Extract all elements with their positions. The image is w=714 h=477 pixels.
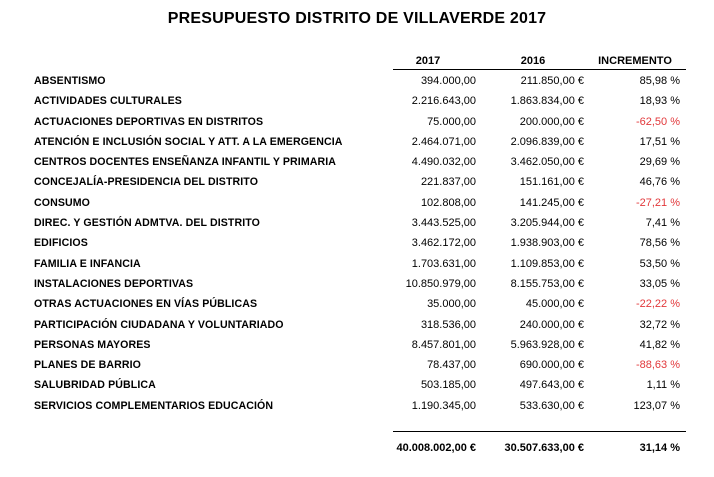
header-divider [393, 69, 686, 70]
row-category-name: CENTROS DOCENTES ENSEÑANZA INFANTIL Y PRIMARIA [34, 156, 337, 169]
row-increment: 41,82 % [639, 338, 680, 351]
row-value-2016: 3.205.944,00 € [510, 217, 584, 230]
row-value-2016: 1.938.903,00 € [510, 237, 584, 250]
table-row [0, 255, 714, 275]
row-value-2017: 78.437,00 [427, 359, 476, 372]
row-category-name: SERVICIOS COMPLEMENTARIOS EDUCACIÓN [34, 399, 274, 412]
table-row [0, 194, 714, 214]
total-2017: 40.008.002,00 € [396, 442, 476, 454]
row-value-2017: 3.462.172,00 [411, 237, 476, 250]
row-increment: -22,22 % [635, 298, 680, 311]
column-header-2016: 2016 [520, 55, 546, 67]
row-value-2016: 1.863.834,00 € [510, 95, 584, 108]
row-increment: 46,76 % [639, 176, 680, 189]
table-row [0, 72, 714, 92]
row-increment: 85,98 % [639, 75, 680, 87]
row-value-2016: 1.109.853,00 € [510, 257, 584, 270]
row-increment: 78,56 % [639, 237, 680, 250]
row-value-2017: 10.850.979,00 [405, 277, 476, 290]
table-row [0, 316, 714, 336]
row-category-name: CONSUMO [34, 196, 91, 209]
row-value-2016: 200.000,00 € [519, 115, 584, 128]
row-increment: 29,69 % [639, 156, 680, 169]
row-value-2016: 211.850,00 € [520, 75, 584, 87]
row-category-name: ACTUACIONES DEPORTIVAS EN DISTRITOS [34, 115, 264, 128]
table-row [0, 133, 714, 153]
total-increment: 31,14 % [639, 442, 680, 454]
row-category-name: DIREC. Y GESTIÓN ADMTVA. DEL DISTRITO [34, 217, 260, 230]
row-category-name: CONCEJALÍA-PRESIDENCIA DEL DISTRITO [34, 176, 259, 189]
row-category-name: OTRAS ACTUACIONES EN VÍAS PÚBLICAS [34, 298, 258, 311]
row-value-2017: 35.000,00 [427, 298, 476, 311]
row-increment: 17,51 % [639, 135, 680, 148]
row-increment: 32,72 % [639, 318, 680, 331]
row-category-name: EDIFICIOS [34, 237, 88, 250]
table-row [0, 92, 714, 112]
table-row [0, 113, 714, 133]
row-value-2017: 221.837,00 [420, 176, 476, 189]
row-value-2017: 1.703.631,00 [411, 257, 476, 270]
row-value-2017: 1.190.345,00 [411, 399, 476, 412]
table-row [0, 234, 714, 254]
row-value-2016: 690.000,00 € [519, 359, 584, 372]
row-increment: 53,50 % [639, 257, 680, 270]
column-header-2017: 2017 [415, 55, 441, 67]
table-row [0, 336, 714, 356]
table-row [0, 397, 714, 417]
table-row [0, 275, 714, 295]
budget-table-body [0, 72, 714, 417]
row-category-name: FAMILIA E INFANCIA [34, 257, 141, 270]
row-category-name: INSTALACIONES DEPORTIVAS [34, 277, 194, 290]
row-value-2017: 394.000,00 [420, 75, 476, 87]
table-row [0, 295, 714, 315]
row-category-name: ABSENTISMO [34, 75, 106, 87]
row-value-2017: 2.216.643,00 [411, 95, 476, 108]
row-value-2016: 5.963.928,00 € [510, 338, 584, 351]
row-increment: 33,05 % [639, 277, 680, 290]
row-value-2016: 2.096.839,00 € [510, 135, 584, 148]
table-row [0, 173, 714, 193]
row-value-2017: 318.536,00 [420, 318, 476, 331]
row-value-2017: 2.464.071,00 [411, 135, 476, 148]
row-value-2017: 503.185,00 [420, 379, 476, 392]
table-row [0, 376, 714, 396]
row-value-2016: 240.000,00 € [519, 318, 584, 331]
table-row [0, 214, 714, 234]
row-value-2016: 3.462.050,00 € [510, 156, 584, 169]
row-value-2017: 75.000,00 [427, 115, 476, 128]
row-value-2016: 533.630,00 € [519, 399, 584, 412]
row-category-name: ATENCIÓN E INCLUSIÓN SOCIAL Y ATT. A LA EMERGENCIA [34, 135, 343, 148]
row-increment: -88,63 % [635, 359, 680, 372]
row-increment: 18,93 % [639, 95, 680, 108]
row-category-name: ACTIVIDADES CULTURALES [34, 95, 182, 108]
row-increment: 1,11 % [646, 379, 680, 392]
document-title: PRESUPUESTO DISTRITO DE VILLAVERDE 2017 [167, 10, 547, 27]
table-row [0, 153, 714, 173]
row-value-2016: 45.000,00 € [525, 298, 584, 311]
row-increment: -62,50 % [635, 115, 680, 128]
row-value-2016: 497.643,00 € [519, 379, 584, 392]
row-value-2017: 102.808,00 [420, 196, 476, 209]
row-category-name: PERSONAS MAYORES [34, 338, 151, 351]
row-increment: 7,41 % [645, 217, 680, 230]
row-increment: -27,21 % [635, 196, 680, 209]
total-2016: 30.507.633,00 € [504, 442, 584, 454]
totals-divider [393, 431, 686, 432]
row-value-2017: 3.443.525,00 [411, 217, 476, 230]
row-category-name: SALUBRIDAD PÚBLICA [34, 379, 156, 392]
row-increment: 123,07 % [633, 399, 680, 412]
row-value-2017: 4.490.032,00 [411, 156, 476, 169]
row-category-name: PLANES DE BARRIO [34, 359, 141, 372]
table-row [0, 356, 714, 376]
row-category-name: PARTICIPACIÓN CIUDADANA Y VOLUNTARIADO [34, 318, 284, 331]
column-header-increment: INCREMENTO [598, 55, 672, 67]
row-value-2016: 141.245,00 € [519, 196, 584, 209]
row-value-2016: 8.155.753,00 € [510, 277, 584, 290]
row-value-2016: 151.161,00 € [519, 176, 584, 189]
row-value-2017: 8.457.801,00 [411, 338, 476, 351]
